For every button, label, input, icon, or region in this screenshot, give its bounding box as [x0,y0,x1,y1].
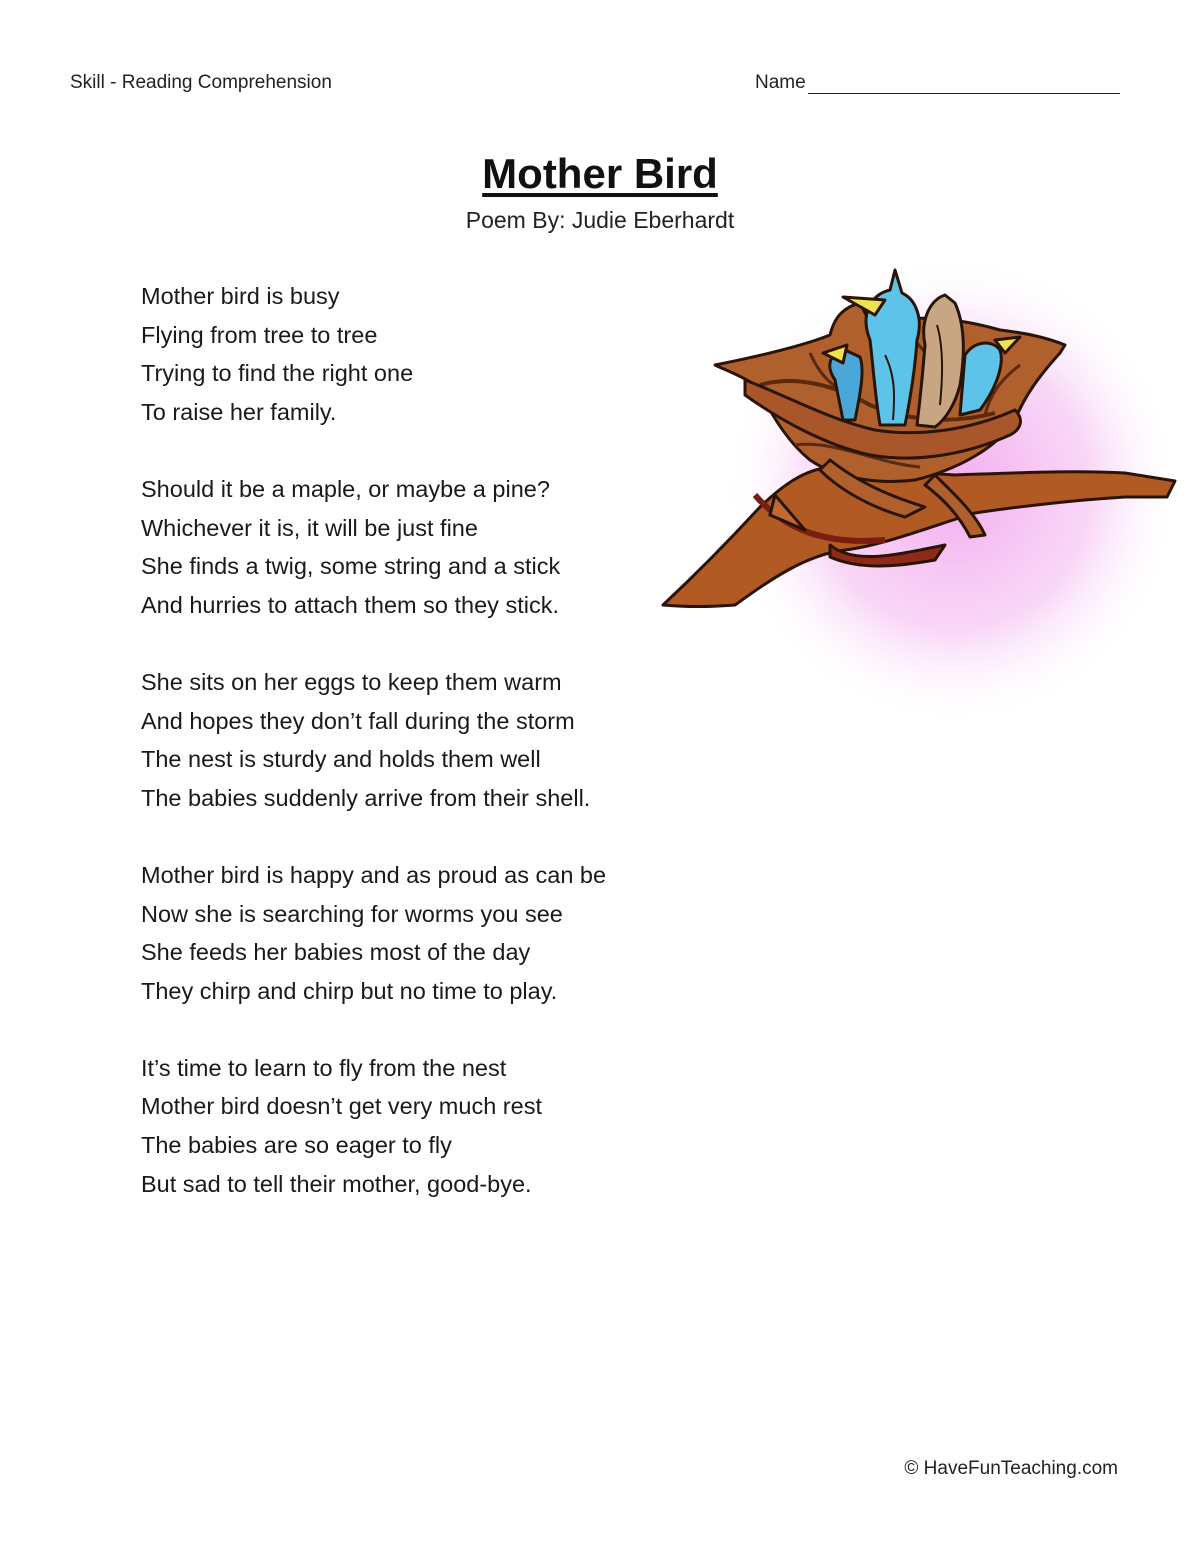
poem-line: But sad to tell their mother, good-bye. [141,1170,532,1197]
poem-line: Trying to find the right one [141,360,414,387]
copyright-footer: © HaveFunTeaching.com [904,1458,1118,1479]
poem-title: Mother Bird [482,150,718,197]
bird-nest-illustration [655,245,1185,725]
poem-line: To raise her family. [141,398,337,425]
poem-stanza-2 [141,470,681,624]
name-blank-line[interactable] [808,73,1120,94]
poem-line: She feeds her babies most of the day [141,939,531,966]
poem-stanza-5 [141,1049,681,1203]
poem-line: And hopes they don’t fall during the storm [141,707,575,734]
poem-body [141,277,681,1242]
poem-line: Now she is searching for worms you see [141,900,563,927]
poem-line: She sits on her eggs to keep them warm [141,668,562,695]
poem-line: It’s time to learn to fly from the nest [141,1054,507,1081]
poem-stanza-4 [141,856,681,1010]
poem-author: Poem By: Judie Eberhardt [465,207,735,233]
skill-label: Skill - Reading Comprehension [70,72,332,93]
name-label: Name [755,72,806,93]
poem-line: The nest is sturdy and holds them well [141,746,541,773]
poem-line: Flying from tree to tree [141,321,378,348]
poem-line: They chirp and chirp but no time to play. [141,977,558,1004]
poem-stanza-1 [141,277,681,431]
poem-line: Mother bird doesn’t get very much rest [141,1093,542,1120]
poem-line: Whichever it is, it will be just fine [141,514,478,541]
poem-line: The babies suddenly arrive from their shell. [141,784,591,811]
name-field[interactable] [755,72,1120,94]
poem-line: And hurries to attach them so they stick. [141,591,559,618]
poem-line: The babies are so eager to fly [141,1132,452,1159]
poem-line: Mother bird is busy [141,283,340,309]
poem-line: She finds a twig, some string and a stick [141,553,561,580]
poem-line: Should it be a maple, or maybe a pine? [141,475,550,502]
poem-stanza-3 [141,663,681,817]
poem-line: Mother bird is happy and as proud as can be [141,861,607,888]
